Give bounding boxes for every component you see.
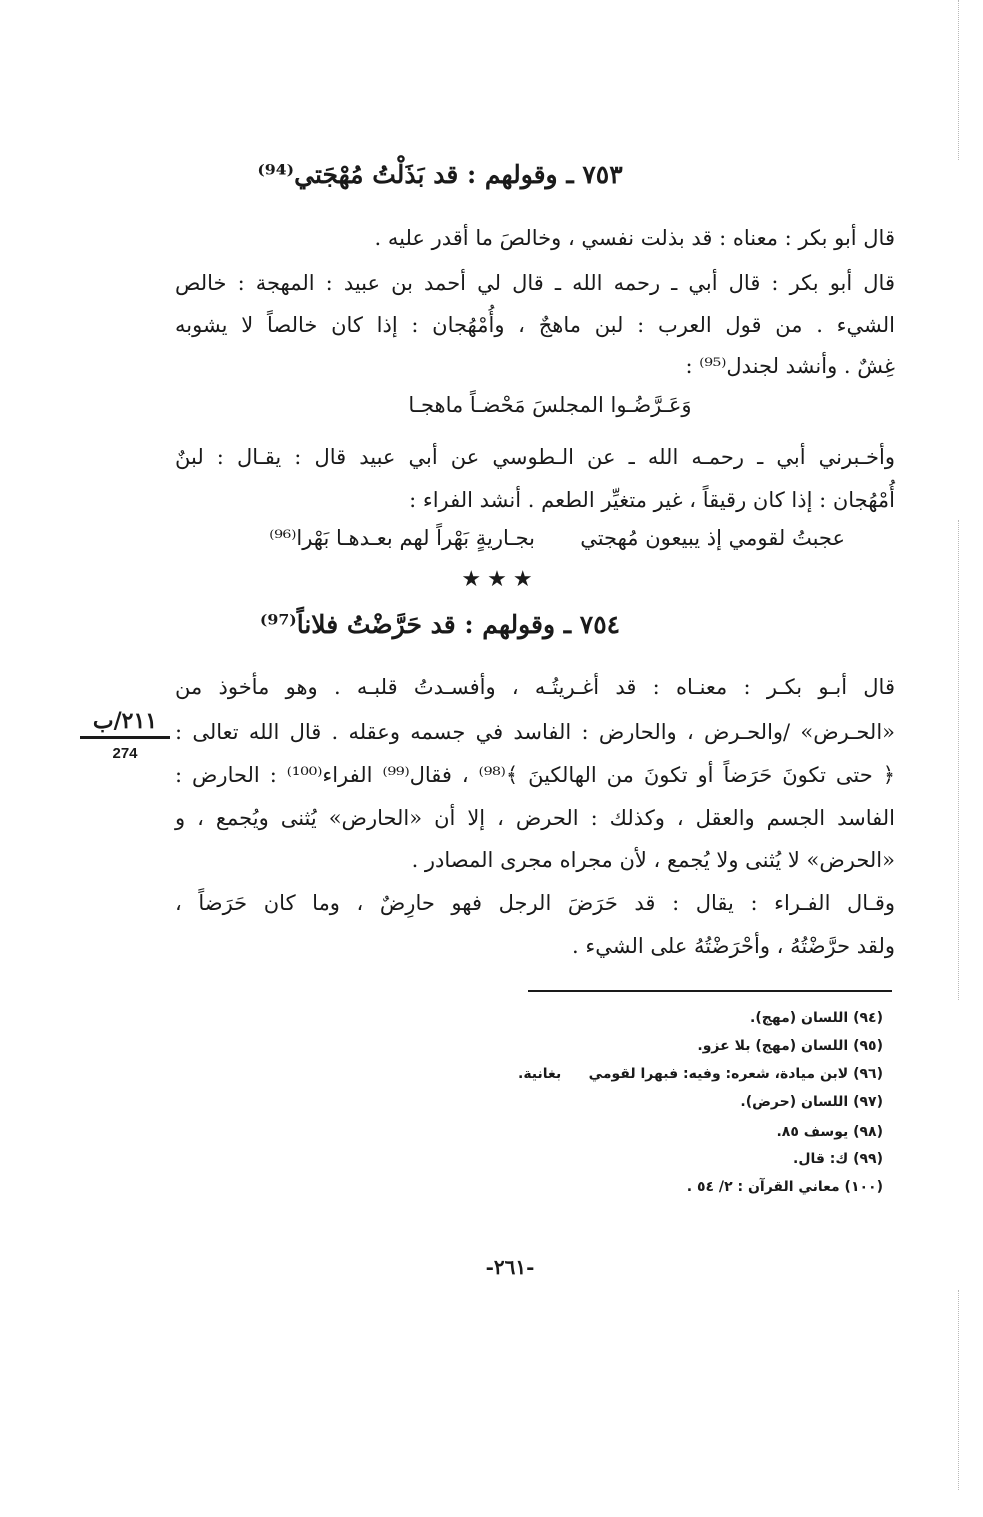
footnote: (٩٤) اللسان (مهج).: [750, 1010, 883, 1026]
footnote: (٩٨) يوسف ٨٥.: [776, 1124, 883, 1140]
entry-heading-754: ٧٥٤ ـ وقولهم : قد حَرَّضْتُ فلاناً⁽⁹⁷⁾: [259, 610, 621, 639]
paragraph-line: قال أبو بكر : معناه : قد بذلت نفسي ، وخالصَ ما أقدر عليه .: [374, 226, 895, 250]
paragraph-line: ﴿ حتى تكونَ حَرَضاً أو تكونَ من الهالكينَ ﴾⁽⁹⁸⁾ ، فقال⁽⁹⁹⁾ الفراء⁽¹⁰⁰⁾ : الحارض :: [175, 763, 895, 787]
entry-heading-753: ٧٥٣ ـ وقولهم : قد بَذَلْتُ مُهْجَتي⁽⁹⁴⁾: [257, 160, 623, 189]
paragraph-line: «الحـرض» /والحـرض ، والحارض : الفاسد في جسمه وعقله . قال الله تعالى :: [175, 720, 895, 744]
paragraph-line: الشيء . من قول العرب : لبن ماهجٌ ، وأُمْهُجان : إذا كان خالصاً لا يشوبه: [175, 313, 895, 337]
paragraph-line: أُمْهُجان : إذا كان رقيقاً ، غير متغيِّر الطعم . أنشد الفراء :: [409, 488, 895, 512]
section-separator: ★★★: [461, 567, 539, 592]
paragraph-line: ولقد حرَّضْتُهُ ، وأحْرَضْتُهُ على الشيء .: [572, 934, 895, 958]
paragraph-line: غِشٌ . وأنشد لجندل⁽⁹⁵⁾ :: [685, 354, 895, 378]
verse-hemistich-first: عجبتُ لقومي إذ يبيعون مُهجتي: [580, 526, 845, 550]
footnote: (٩٧) اللسان (حرض).: [740, 1094, 883, 1110]
paragraph-line: وقـال الفـراء : يقال : قد حَرَضَ الرجل فهو حارِضٌ ، وما كان حَرَضاً ،: [175, 891, 895, 915]
scan-artifact: [958, 1290, 959, 1490]
footnote: (٩٦) لابن ميادة، شعره: وفيه: فبهرا لقومي: [588, 1066, 883, 1082]
folio-number: ٢١١/ب: [80, 708, 170, 739]
footnote-divider: [528, 990, 892, 992]
manuscript-folio-ref: [80, 708, 170, 739]
footnote: (٩٩) ك: قال.: [793, 1151, 883, 1167]
paragraph-line: قال أبو بكر : قال أبي ـ رحمه الله ـ قال لي أحمد بن عبيد : المهجة : خالص: [175, 271, 895, 295]
footnote: (٩٥) اللسان (مهج) بلا عزو.: [697, 1038, 883, 1054]
paragraph-line: «الحرض» لا يُثنى ولا يُجمع ، لأن مجراه مجرى المصادر .: [411, 848, 895, 872]
paragraph-line: قال أبـو بكـر : معنـاه : قد أغـريتُـه ، وأفسـدتُ قلبـه . وهو مأخوذ من: [175, 675, 895, 699]
paragraph-line: وأخـبرني أبي ـ رحمـه الله ـ عن الـطوسي عن أبي عبيد قال : يقـال : لبنٌ: [175, 445, 895, 469]
footnote-tail: بغانية.: [518, 1066, 562, 1082]
page-number: -٢٦١-: [485, 1255, 535, 1279]
verse-hemistich-second: بجـاريةٍ بَهْراً لهم بعـدهـا بَهْرا⁽⁹⁶⁾: [269, 526, 535, 550]
paragraph-line: الفاسد الجسم والعقل ، وكذلك : الحرض ، إلا أن «الحارض» يُثنى ويُجمع ، و: [175, 806, 895, 830]
original-page-ref: 274: [112, 745, 138, 762]
scan-artifact: [958, 520, 959, 1000]
footnote: (١٠٠) معاني القرآن : ٢/ ٥٤ .: [686, 1179, 883, 1195]
scan-artifact: [958, 0, 959, 160]
verse-single: وَعَـرَّضُـوا المجلسَ مَحْضـاً ماهجـا: [408, 393, 692, 417]
